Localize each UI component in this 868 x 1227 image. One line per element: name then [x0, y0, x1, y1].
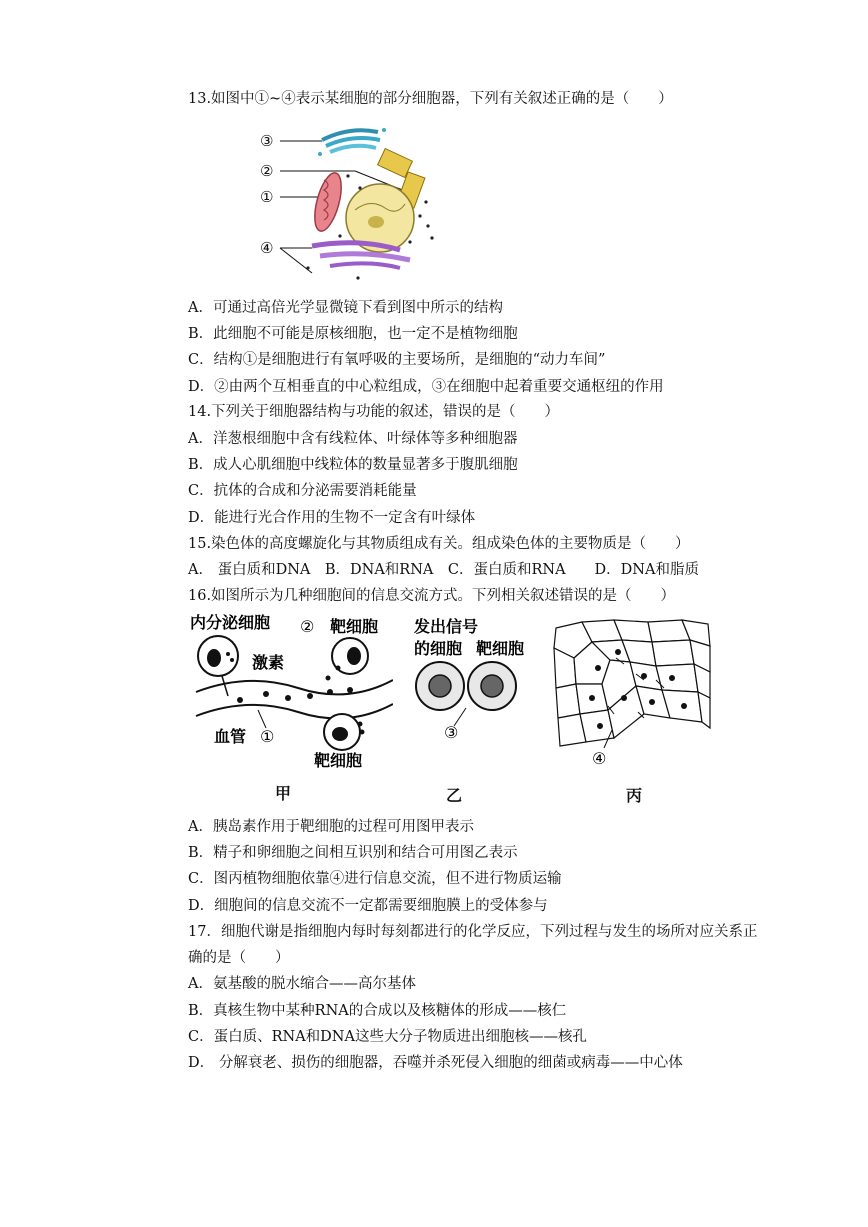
mark-2: ② — [300, 617, 315, 636]
q17-stem-line2: 确的是（ ） — [188, 950, 290, 966]
q17-stem-line1: 17．细胞代谢是指细胞内每时每刻都进行的化学反应，下列过程与发生的场所对应关系正 — [188, 924, 758, 940]
hormone-label: 激素 — [252, 653, 285, 672]
q16-option-c: C．图丙植物细胞依靠④进行信息交流，但不进行物质运输 — [188, 871, 562, 887]
target-cell-top-label: 靶细胞 — [330, 617, 379, 636]
q14-option-d: D．能进行光合作用的生物不一定含有叶绿体 — [188, 510, 476, 526]
q17-option-c: C．蛋白质、RNA和DNA这些大分子物质进出细胞核——核孔 — [188, 1029, 587, 1045]
caption-bing: 丙 — [626, 786, 643, 805]
caption-jia: 甲 — [275, 784, 292, 803]
q16-option-a: A．胰岛素作用于靶细胞的过程可用图甲表示 — [188, 819, 474, 835]
mark-1: ① — [260, 727, 275, 746]
label-1: ① — [260, 188, 274, 206]
q16-option-b: B．精子和卵细胞之间相互识别和结合可用图乙表示 — [188, 845, 518, 861]
q14-stem: 14.下列关于细胞器结构与功能的叙述，错误的是（ ） — [188, 404, 560, 420]
q17-option-d: D． 分解衰老、损伤的细胞器，吞噬并杀死侵入细胞的细菌或病毒——中心体 — [188, 1055, 683, 1071]
label-4: ④ — [260, 239, 274, 257]
q13-option-a: A．可通过高倍光学显微镜下看到图中所示的结构 — [188, 300, 503, 316]
target-cell-label: 靶细胞 — [476, 639, 525, 658]
q16-figure-yi — [410, 616, 540, 746]
q14-option-c: C．抗体的合成和分泌需要消耗能量 — [188, 483, 417, 499]
golgi-icon — [318, 128, 386, 156]
q16-option-d: D．细胞间的信息交流不一定都需要细胞膜上的受体参与 — [188, 898, 548, 914]
q17-option-b: B．真核生物中某种RNA的合成以及核糖体的形成——核仁 — [188, 1003, 567, 1019]
blood-vessel-label: 血管 — [214, 727, 247, 746]
q13-option-d: D．②由两个互相垂直的中心粒组成，③在细胞中起着重要交通枢纽的作用 — [188, 379, 664, 395]
signal-cell-label-1: 发出信号 — [414, 617, 479, 636]
q16-stem: 16.如图所示为几种细胞间的信息交流方式。下列相关叙述错误的是（ ） — [188, 588, 676, 604]
caption-yi: 乙 — [446, 786, 463, 805]
mark-3: ③ — [444, 723, 459, 742]
q16-figure-bing — [552, 618, 712, 768]
mitochondria-icon — [310, 170, 347, 234]
signal-cell-label-2: 的细胞 — [414, 639, 463, 658]
q15-options: A． 蛋白质和DNA B．DNA和RNA C．蛋白质和RNA D．DNA和脂质 — [188, 562, 699, 578]
label-2: ② — [260, 162, 274, 180]
q13-option-c: C．结构①是细胞进行有氧呼吸的主要场所，是细胞的“动力车间” — [188, 352, 606, 368]
mark-4: ④ — [592, 749, 607, 768]
q13-stem: 13.如图中①~④表示某细胞的部分细胞器，下列有关叙述正确的是（ ） — [188, 91, 673, 107]
label-3: ③ — [260, 132, 274, 150]
q17-option-a: A．氨基酸的脱水缩合——高尔基体 — [188, 976, 416, 992]
q16-figure-jia — [188, 612, 393, 772]
q13-option-b: B．此细胞不可能是原核细胞，也一定不是植物细胞 — [188, 326, 518, 342]
q14-option-a: A．洋葱根细胞中含有线粒体、叶绿体等多种细胞器 — [188, 431, 518, 447]
q15-stem: 15.染色体的高度螺旋化与其物质组成有关。组成染色体的主要物质是（ ） — [188, 536, 690, 552]
q14-option-b: B．成人心肌细胞中线粒体的数量显著多于腹肌细胞 — [188, 457, 518, 473]
q13-organelle-figure — [250, 118, 450, 288]
target-cell-bottom-label: 靶细胞 — [314, 751, 363, 770]
endocrine-cell-label: 内分泌细胞 — [190, 613, 271, 632]
